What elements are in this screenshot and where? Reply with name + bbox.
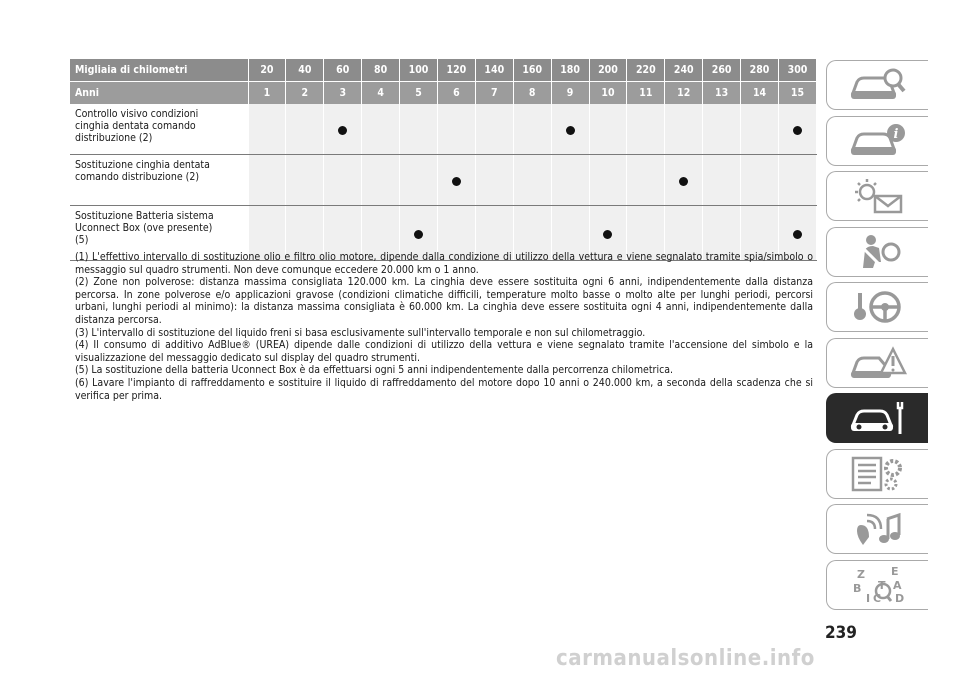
schedule-cell [513,155,551,206]
index-letter: I [865,591,870,605]
schedule-dot [414,230,423,239]
year-header-cell: 2 [286,82,324,105]
schedule-cell [741,155,779,206]
schedule-cell [400,155,438,206]
svg-text:i: i [893,126,898,142]
tab-warning-lights[interactable] [826,171,928,221]
schedule-dot [793,126,802,135]
schedule-dot [679,177,688,186]
year-header-cell: 1 [248,82,286,105]
km-header-cell: 140 [475,59,513,82]
table-row [70,104,817,155]
schedule-cell [324,104,362,155]
index-icon [847,565,909,605]
footnote: (2) Zone non polverose: distanza massima consigliata 120.000 km. La cinghia deve essere sostituita ogni 6 anni, indipendentemente dalla distanza percorsa. In zone polverose e/o applicazioni gravose (condizioni climatiche difficili, temperature molto basse o molto alte per lunghi periodi, percorsi urbani, lunghi periodi al minimo): la distanza massima consigliata è 60.000 km. La cinghia deve essere sostituita ogni 4 anni, indipendentemente dalla distanza percorsa. [75,276,813,326]
schedule-cell [286,104,324,155]
km-header-cell: 100 [400,59,438,82]
index-letter: A [892,578,902,592]
km-header-cell: 120 [437,59,475,82]
footnote: (5) La sostituzione della batteria Uconnect Box è da effettuarsi ogni 5 anni indipendentemente dalla percorrenza chilometrica. [75,364,674,377]
km-header-cell: 80 [362,59,400,82]
km-header-cell: 240 [665,59,703,82]
technical-data-icon [847,454,909,494]
km-header-cell: 180 [551,59,589,82]
seatbelt-airbag-icon [847,232,909,272]
warning-lights-message-icon [847,176,909,216]
index-letter: Z [856,567,865,581]
schedule-dot [793,230,802,239]
car-info-icon [847,121,909,161]
schedule-cell [324,155,362,206]
year-header-cell: 4 [362,82,400,105]
schedule-dot [338,126,347,135]
tab-safety[interactable] [826,227,928,277]
schedule-cell [551,155,589,206]
km-header-row [70,59,817,82]
schedule-cell [437,155,475,206]
steering-key-icon [847,287,909,327]
schedule-cell [741,104,779,155]
year-header-cell: 5 [400,82,438,105]
schedule-cell [513,104,551,155]
table-row [70,155,817,206]
km-header-cell: 260 [703,59,741,82]
tab-vehicle-overview[interactable] [826,60,928,110]
index-letter: D [894,591,904,605]
schedule-cell [589,104,627,155]
car-search-icon [847,65,909,105]
km-header-cell: 300 [778,59,816,82]
year-header-cell: 10 [589,82,627,105]
year-header-cell: 11 [627,82,665,105]
year-header-cell: 8 [513,82,551,105]
footnote: (4) Il consumo di additivo AdBlue® (UREA) dipende dalle condizioni di utilizzo della vettura e viene segnalato tramite l'accensione del simbolo e la visualizzazione del messaggio dedicato sul display del quadro strumenti. [75,339,813,364]
tab-maintenance[interactable] [826,393,928,443]
km-header-cell: 200 [589,59,627,82]
footnotes [75,251,813,402]
km-header-cell: 40 [286,59,324,82]
schedule-cell [400,104,438,155]
maintenance-schedule-table [70,59,817,261]
schedule-cell [627,155,665,206]
year-header-cell: 14 [741,82,779,105]
index-letter: B [852,581,861,595]
schedule-cell [475,104,513,155]
year-header-cell: 12 [665,82,703,105]
row-label: Controllo visivo condizioni cinghia dentata comando distribuzione (2) [70,104,248,155]
schedule-cell [362,104,400,155]
schedule-cell [665,104,703,155]
schedule-cell [248,104,286,155]
car-maintenance-icon [847,398,909,438]
tab-vehicle-info[interactable] [826,116,928,166]
schedule-cell [778,104,816,155]
schedule-cell [551,104,589,155]
schedule-dot [566,126,575,135]
schedule-cell [437,104,475,155]
schedule-cell [286,155,324,206]
row-label: Sostituzione cinghia dentata comando distribuzione (2) [70,155,248,206]
footnote: (6) Lavare l'impianto di raffreddamento e sostituire il liquido di raffreddamento del motore dopo 10 anni o 240.000 km, a seconda della scadenza che si verifica per prima. [75,376,813,402]
years-header-label: Anni [70,82,248,105]
schedule-cell [778,155,816,206]
schedule-cell [362,155,400,206]
km-header-cell: 280 [741,59,779,82]
year-header-cell: 9 [551,82,589,105]
footnote: (3) L'intervallo di sostituzione del liquido freni si basa esclusivamente sull'intervallo temporale e non sul chilometraggio. [75,326,646,339]
index-letter: T [877,578,886,592]
year-header-cell: 7 [475,82,513,105]
multimedia-icon [847,509,909,549]
index-letter: E [890,564,899,578]
km-header-cell: 160 [513,59,551,82]
tab-multimedia[interactable] [826,504,928,554]
schedule-cell [665,155,703,206]
year-header-cell: 6 [437,82,475,105]
index-letter: C [872,591,881,605]
schedule-dot [452,177,461,186]
schedule-cell [627,104,665,155]
row-label: Sostituzione Batteria sistema Uconnect Box (ove presente) (5) [70,206,248,261]
schedule-dot [603,230,612,239]
year-header-cell: 15 [778,82,816,105]
tab-index[interactable] [826,560,928,610]
tab-technical-data[interactable] [826,449,928,499]
watermark: carmanualsonline.info [556,646,815,671]
schedule-cell [248,155,286,206]
year-header-cell: 3 [324,82,362,105]
km-header-cell: 220 [627,59,665,82]
km-header-cell: 20 [248,59,286,82]
schedule-cell [475,155,513,206]
chapter-sidebar [826,60,928,615]
year-header-cell: 13 [703,82,741,105]
schedule-cell [589,155,627,206]
page-number: 239 [825,623,857,643]
car-emergency-icon [847,343,909,383]
footnote: (1) L'effettivo intervallo di sostituzione olio e filtro olio motore, dipende dalla condizione di utilizzo della vettura e viene segnalato tramite spia/simbolo o messaggio sul quadro strumenti. Non deve comunque eccedere 20.000 km o 1 anno. [75,251,813,276]
km-header-label: Migliaia di chilometri [70,59,248,82]
schedule-cell [703,155,741,206]
years-header-row [70,82,817,105]
km-header-cell: 60 [324,59,362,82]
schedule-cell [703,104,741,155]
tab-starting-driving[interactable] [826,282,928,332]
tab-emergency[interactable] [826,338,928,388]
